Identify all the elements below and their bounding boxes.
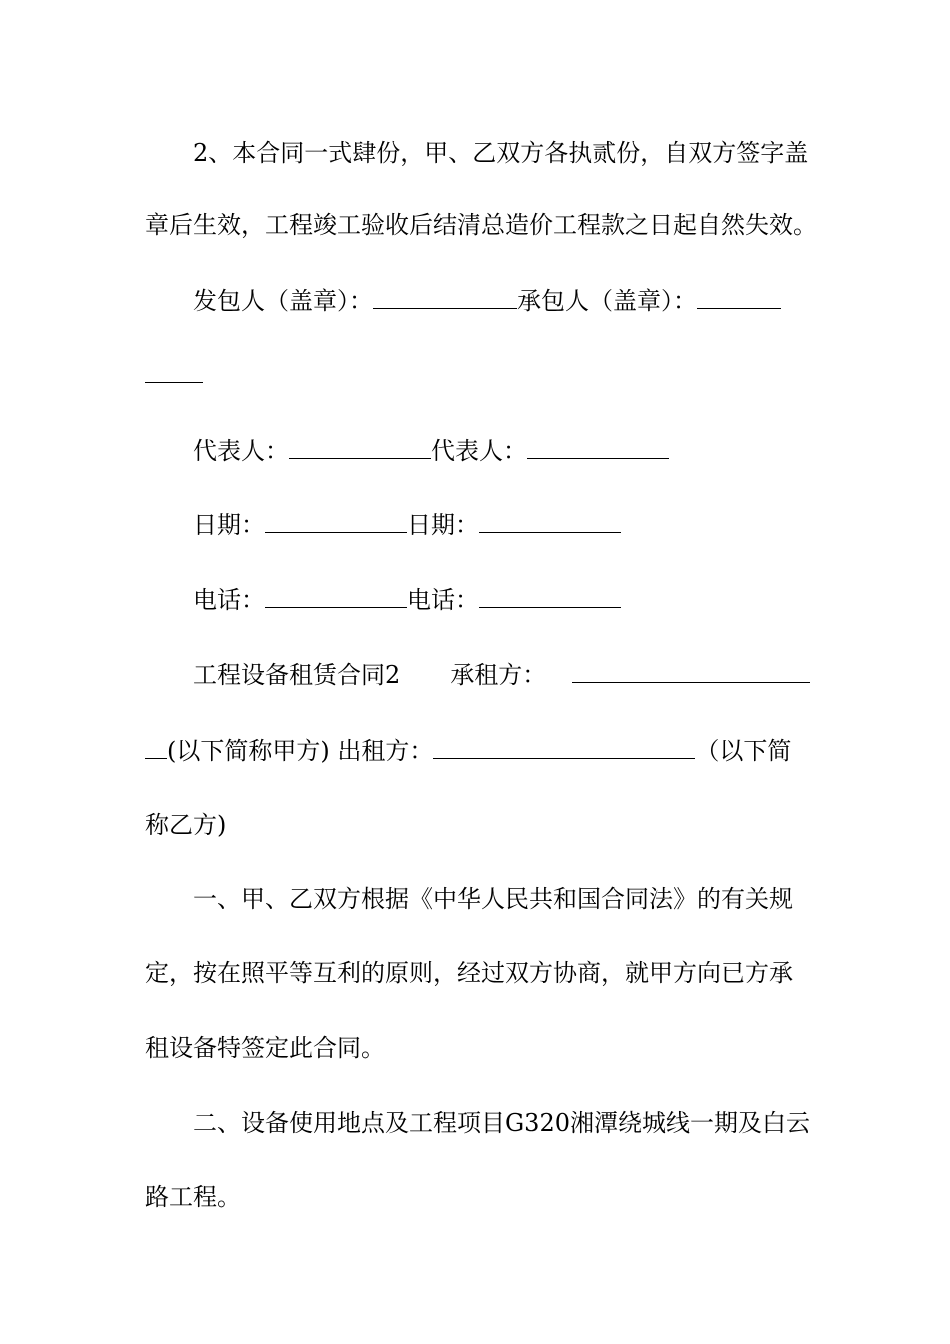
text-span: 章后生效，工程竣工验收后结清总造价工程款之日起自然失效。 [145,211,817,239]
text-span: 二、设备使用地点及工程项目G320湘潭绕城线一期及白云 [193,1109,810,1137]
text-span: 称乙方) [145,811,227,839]
blank-line [373,288,517,309]
blank-line [289,438,431,459]
text-span: 路工程。 [145,1183,241,1211]
contract2-title-line [193,660,807,690]
blank-line [527,438,669,459]
rep-label: 代表人： [431,437,527,465]
text-span: （以下简 [695,737,792,765]
paragraph-line [193,138,807,168]
clause1-line1 [193,884,807,914]
clause1-line3 [145,1033,807,1063]
paragraph-line [145,210,817,240]
text-span: (以下简称甲方) 出租方： [167,737,434,765]
blank-line [697,288,781,309]
representative-line [193,436,807,466]
blank-line [479,587,621,608]
clause1-line2 [145,958,807,988]
text-span: 定，按在照平等互利的原则，经过双方协商，就甲方向已方承 [145,959,793,987]
lessee-label: 承租方： [450,661,547,689]
contract2-line3 [145,810,807,840]
date-label: 日期： [407,511,479,539]
blank-line [479,512,621,533]
clause2-line2 [145,1182,807,1212]
rep-label: 代表人： [193,437,289,465]
phone-label: 电话： [407,586,479,614]
blank-line [145,362,203,383]
blank-line [265,512,407,533]
text-span: 2、本合同一式肆份，甲、乙双方各执贰份，自双方签字盖 [193,139,809,167]
text-span: 租设备特签定此合同。 [145,1034,385,1062]
clause2-line1 [193,1108,810,1138]
blank-line [265,587,407,608]
phone-label: 电话： [193,586,265,614]
date-line [193,510,807,540]
employer-label: 发包人（盖章）： [193,287,373,315]
contract-title: 工程设备租赁合同2 [193,661,401,689]
phone-line [193,585,807,615]
blank-continuation [145,360,807,390]
contract2-line2 [145,736,807,766]
contractor-label: 承包人（盖章）： [517,287,697,315]
blank-line [145,738,167,759]
blank-line [433,738,695,759]
date-label: 日期： [193,511,265,539]
blank-line [572,662,810,683]
text-span: 一、甲、乙双方根据《中华人民共和国合同法》的有关规 [193,885,793,913]
signature-line-employer [193,286,807,316]
